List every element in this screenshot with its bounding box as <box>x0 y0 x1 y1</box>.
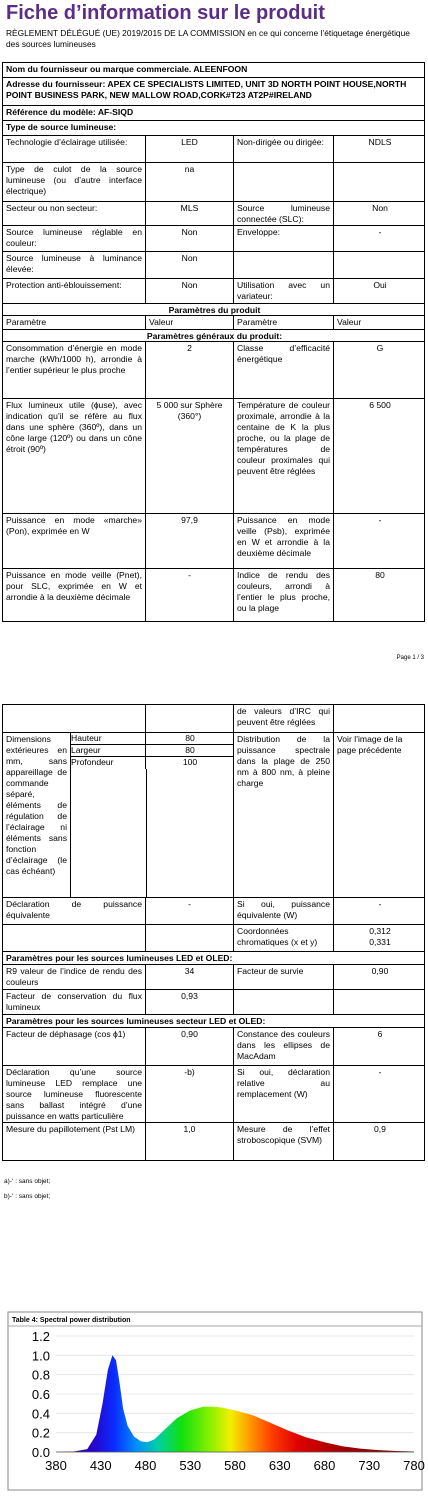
x-tick-label: 380 <box>45 1458 67 1473</box>
y-tick-label: 1.2 <box>31 1329 50 1344</box>
table-cell: 0,9 <box>374 1124 386 1134</box>
general-row <box>3 569 424 622</box>
table-row <box>3 121 424 136</box>
x-tick-label: 630 <box>268 1458 291 1473</box>
table-cell: Facteur de conservation du flux lumineux <box>3 990 146 1014</box>
table-cell: 80 <box>375 570 385 580</box>
type-row <box>3 136 424 163</box>
table-cell <box>234 252 334 278</box>
table-cell: - <box>378 515 382 525</box>
general-row <box>3 514 424 569</box>
dimensions-label: Dimensions extérieures en mm, sans appareillage de commande séparé, éléments de régulation de l’éclairage ni éléments sans fonction d’éclairage (le cas échéant) <box>3 733 71 897</box>
table-cell: - <box>146 569 234 621</box>
chart-title: Table 4: Spectral power distribution <box>12 1317 131 1324</box>
table-cell: 1,0 <box>146 1123 234 1160</box>
table-cell: Oui <box>373 280 387 290</box>
x-tick-label: 430 <box>89 1458 112 1473</box>
table-cell <box>146 925 234 951</box>
mains-row <box>3 1123 424 1161</box>
y-tick-label: 1.0 <box>31 1348 50 1364</box>
table-cell: Déclaration qu’une source lumineuse LED remplace une source lumineuse fluorescente sans ballast intégré d’une puissance en watts particulière <box>3 1066 146 1122</box>
table-cell: Type de source lumineuse: <box>6 122 117 132</box>
table-cell: Mesure du papillotement (Pst LM) <box>3 1123 146 1160</box>
table-cell: 0,90 <box>371 966 389 976</box>
x-tick-label: 680 <box>313 1458 336 1473</box>
x-tick-label: 730 <box>358 1458 381 1473</box>
params-col-header <box>3 316 424 330</box>
table-cell: Enveloppe: <box>234 226 334 251</box>
table-cell: Constance des couleurs dans les ellipses de MacAdam <box>234 1028 334 1065</box>
table-cell: - <box>378 899 382 909</box>
table-cell: - <box>146 898 234 924</box>
table-cell: Source lumineuse à luminance élevée: <box>3 252 146 278</box>
table-cell: Profondeur <box>71 757 146 769</box>
table-row <box>3 330 424 342</box>
table-cell: Distribution de la puissance spectrale dans la plage de 250 nm à 800 nm, à pleine charge <box>234 733 334 897</box>
general-row <box>3 399 424 514</box>
table-cell: Température de couleur proximale, arrondie à la centaine de K la plus proche, ou la plage de températures de couleur proximales qui peuvent être réglées <box>234 399 334 513</box>
regulation-text: RÈGLEMENT DÉLÉGUÉ (UE) 2019/2015 DE LA COMMISSION en ce qui concerne l’étiquetage énergétique des sources lumineuses <box>6 28 410 49</box>
y-tick-label: 0.2 <box>31 1425 50 1441</box>
dimension-row <box>71 757 233 769</box>
table-cell: - <box>378 227 382 237</box>
type-row <box>3 202 424 226</box>
table-row <box>3 952 424 965</box>
product-info-table-continued <box>2 704 425 1161</box>
table-cell: Non <box>146 279 234 303</box>
table-cell: NDLS <box>368 137 392 147</box>
led-row <box>3 965 424 990</box>
table-row <box>3 1015 424 1028</box>
y-tick-label: 0.6 <box>31 1387 50 1402</box>
y-tick-label: 0.0 <box>31 1445 50 1460</box>
table-cell: Puissance en mode veille (Psb), exprimée en W et arrondie à la deuxième décimale <box>234 514 334 568</box>
table-cell: Si oui, déclaration relative au remplacement (W) <box>234 1066 334 1122</box>
table-cell: Source lumineuse connectée (SLC): <box>234 202 334 225</box>
table-cell: Voir l’image de la page précédente <box>337 734 403 755</box>
table-cell: Classe d’efficacité énergétique <box>234 342 334 398</box>
table-cell: 0,90 <box>146 1028 234 1065</box>
table-cell: Facteur de déphasage (cos ɸ1) <box>3 1028 146 1065</box>
table-cell <box>334 990 426 1014</box>
table-row <box>3 63 424 78</box>
footnote-b: b)-‘ : sans objet; <box>4 1193 51 1200</box>
table-cell: Non-dirigée ou dirigée: <box>234 136 334 162</box>
table-cell: Mesure de l’effet stroboscopique (SVM) <box>234 1123 334 1160</box>
table-cell: 100 <box>182 757 198 767</box>
continued-row <box>3 705 424 733</box>
table-cell: 97,9 <box>146 514 234 568</box>
table-cell: Référence du modèle: AF-SIQD <box>6 107 134 117</box>
table-cell <box>334 705 426 732</box>
y-tick-label: 0.4 <box>31 1406 50 1422</box>
dimensions-row <box>3 733 424 898</box>
table-cell: na <box>146 163 234 201</box>
general-row <box>3 342 424 399</box>
table-cell: 34 <box>146 965 234 989</box>
table-cell: Facteur de survie <box>234 965 334 989</box>
table-cell: Coordonnées chromatiques (x et y) <box>234 925 334 951</box>
table-cell: 0,93 <box>146 990 234 1014</box>
type-row <box>3 252 424 279</box>
table-row <box>3 898 424 925</box>
document-title: Fiche d’information sur le produit <box>6 2 325 24</box>
table-cell: Non <box>146 226 234 251</box>
table-cell: Puissance en mode veille (Pnet), pour SLC, exprimée en W et arrondie à la deuxième décimale <box>3 569 146 621</box>
table-cell: Puissance en mode «marche» (Pon), exprimée en W <box>3 514 146 568</box>
table-cell: 80 <box>185 733 195 743</box>
table-cell: 80 <box>185 745 195 755</box>
table-cell: Paramètres du produit <box>168 305 261 315</box>
column-header: Valeur <box>146 316 234 329</box>
spectral-chart-svg <box>8 1312 425 1490</box>
mains-row <box>3 1028 424 1066</box>
table-cell: G <box>376 343 384 353</box>
table-cell: Non <box>146 252 234 278</box>
x-tick-label: 480 <box>134 1458 157 1473</box>
table-cell: Largeur <box>71 745 146 756</box>
table-cell: Protection anti-éblouissement: <box>3 279 146 303</box>
table-cell: Type de culot de la source lumineuse (ou d’autre interface électrique) <box>3 163 146 201</box>
type-row <box>3 279 424 304</box>
table-cell <box>3 705 146 732</box>
table-cell: -b) <box>146 1066 234 1122</box>
dimension-row <box>71 733 233 745</box>
table-cell: Technologie d’éclairage utilisée: <box>3 136 146 162</box>
table-cell: 2 <box>146 342 234 398</box>
x-tick-label: 580 <box>224 1458 246 1473</box>
table-cell: de valeurs d’IRC qui peuvent être réglées <box>234 705 334 732</box>
table-cell: Si oui, puissance équivalente (W) <box>234 898 334 924</box>
empty-cell <box>71 769 146 897</box>
y-tick-label: 0.8 <box>31 1367 50 1383</box>
column-header: Paramètre <box>3 316 146 329</box>
table-cell <box>234 163 334 201</box>
table-cell: - <box>378 1067 382 1077</box>
table-row <box>3 925 424 952</box>
table-cell <box>334 163 426 201</box>
x-tick-label: 780 <box>403 1458 425 1473</box>
spectral-chart <box>8 1312 425 1490</box>
table-cell: Flux lumineux utile (ɸuse), avec indication qu’il se réfère au flux dans une sphère (360º), dans un cône large (120º) ou dans un cône étroit (90º) <box>3 399 146 513</box>
table-cell: Hauteur <box>71 733 146 744</box>
table-cell: Source lumineuse réglable en couleur: <box>3 226 146 251</box>
dimension-row <box>71 745 233 757</box>
column-header: Valeur <box>337 317 362 327</box>
type-row <box>3 226 424 252</box>
table-cell: Consommation d’énergie en mode marche (kWh/1000 h), arrondie à l’entier supérieur le plus proche <box>3 342 146 398</box>
footnote-a: a)-‘ : sans objet; <box>4 1178 51 1185</box>
table-cell: 5 000 sur Sphère (360°) <box>146 399 234 513</box>
x-tick-label: 530 <box>179 1458 202 1473</box>
page-number: Page 1 / 3 <box>396 655 424 661</box>
supplier-address: Adresse du fournisseur: APEX CE SPECIALISTS LIMITED, UNIT 3D NORTH POINT HOUSE,NORTH POINT BUSINESS PARK, NEW MALLOW ROAD,CORK#T23 AT2P#IRELAND <box>6 79 407 100</box>
table-cell: Paramètres pour les sources lumineuses LED et OLED: <box>6 953 233 963</box>
table-cell: Non <box>372 203 388 213</box>
dimensions-values <box>71 733 234 897</box>
table-cell: 0,312 0,331 <box>369 926 391 947</box>
led-row <box>3 990 424 1015</box>
empty-cell <box>146 769 233 897</box>
mains-row <box>3 1066 424 1123</box>
table-cell: 6 <box>377 1029 383 1039</box>
table-cell: LED <box>146 136 234 162</box>
table-cell <box>3 925 146 951</box>
table-cell: Utilisation avec un variateur: <box>234 279 334 303</box>
table-cell: Indice de rendu des couleurs, arrondi à l’entier le plus proche, ou la plage <box>234 569 334 621</box>
table-cell <box>234 990 334 1014</box>
product-info-table <box>2 62 425 622</box>
table-cell: MLS <box>146 202 234 225</box>
table-row <box>3 106 424 121</box>
column-header: Paramètre <box>234 316 334 329</box>
table-cell: Paramètres généraux du produit: <box>146 331 283 341</box>
table-cell: Paramètres pour les sources lumineuses secteur LED et OLED: <box>6 1016 266 1026</box>
table-row <box>3 78 424 106</box>
table-cell: Secteur ou non secteur: <box>3 202 146 225</box>
table-cell <box>334 252 426 278</box>
type-row <box>3 163 424 202</box>
table-cell: Déclaration de puissance équivalente <box>3 898 146 924</box>
table-cell <box>3 78 426 105</box>
table-cell: R9 valeur de l’indice de rendu des couleurs <box>3 965 146 989</box>
table-cell <box>146 705 234 732</box>
dimension-filler <box>71 769 233 897</box>
table-cell: 6 500 <box>369 400 391 410</box>
table-cell: Nom du fournisseur ou marque commerciale. ALEENFOON <box>6 64 248 74</box>
table-row <box>3 304 424 316</box>
